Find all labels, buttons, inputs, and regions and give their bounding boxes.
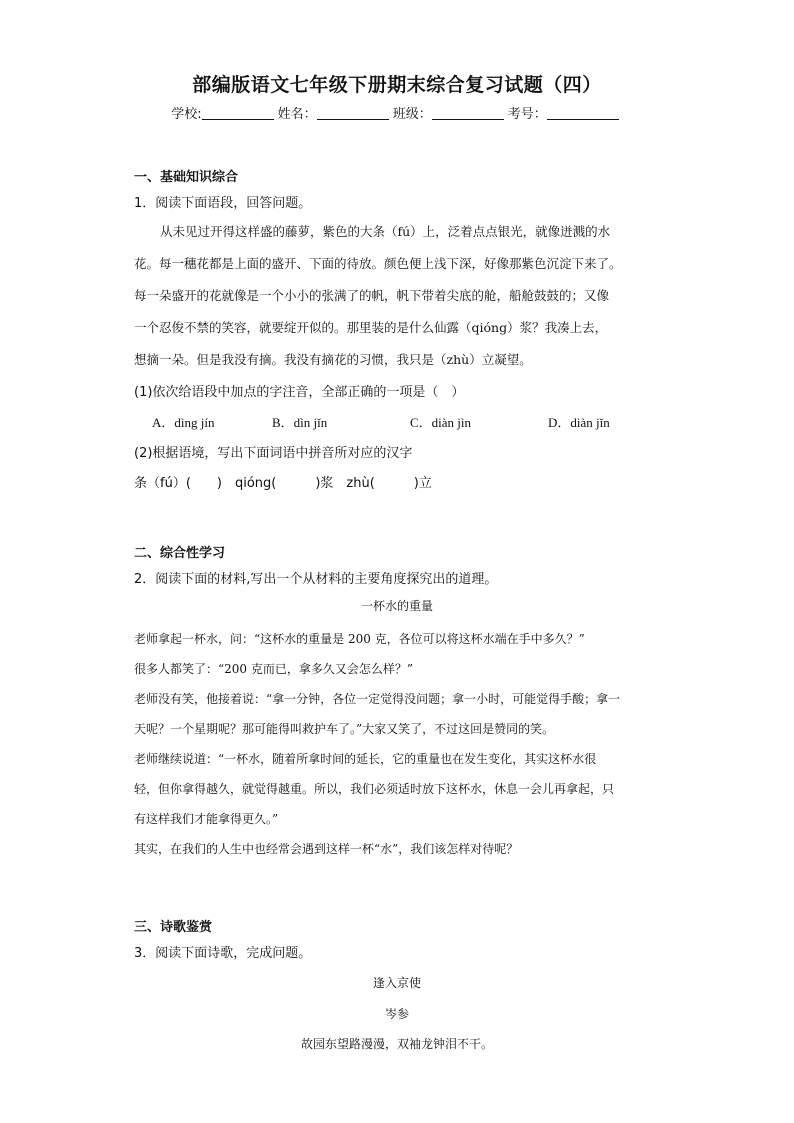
material-line: 老师没有笑，他接着说：“拿一分钟，各位一定觉得没问题；拿一小时，可能觉得手酸；拿一 [134, 692, 621, 706]
class-label: 班级： [392, 107, 432, 122]
name-blank[interactable] [317, 106, 389, 120]
passage-line: 从未见过开得这样盛的藤萝，紫色的大条（fú）上，泛着点点银光，就像迸溅的水 [160, 224, 611, 239]
option-d[interactable]: D．diàn jǐn [548, 415, 610, 430]
school-label: 学校: [171, 107, 202, 122]
material-line: 老师继续说道：“一杯水，随着所拿时间的延长，它的重量也在发生变化，其实这杯水很 [134, 752, 597, 766]
name-label: 姓名： [277, 107, 317, 122]
passage-line: 每一朵盛开的花就像是一个小小的张满了的帆，帆下带着尖底的舱，船舱鼓鼓的；又像 [134, 288, 610, 303]
poem-author: 岑参 [384, 1007, 409, 1021]
fill-in-blanks[interactable]: 条（fú）( ) qióng( )浆 zhù( )立 [134, 476, 432, 491]
question-1-prompt: 1．阅读下面语段，回答问题。 [134, 196, 312, 211]
class-blank[interactable] [432, 106, 504, 120]
passage-line: 花。每一穗花都是上面的盛开、下面的待放。颜色便上浅下深，好像那紫色沉淀下来了。 [134, 256, 622, 271]
section-heading-2: 二、综合性学习 [134, 546, 226, 561]
question-3-prompt: 3．阅读下面诗歌，完成问题。 [134, 946, 312, 961]
subquestion-1: (1)依次给语段中加点的字注音，全部正确的一项是（ ） [134, 385, 465, 400]
subquestion-2: (2)根据语境，写出下面词语中拼音所对应的汉字 [134, 446, 413, 461]
option-b[interactable]: B．dìn jǐn [272, 415, 328, 430]
material-line: 天呢？一个星期呢？那可能得叫救护车了。”大家又笑了，不过这回是赞同的笑。 [134, 722, 555, 736]
section-heading-1: 一、基础知识综合 [134, 170, 239, 185]
school-blank[interactable] [202, 106, 274, 120]
section-heading-3: 三、诗歌鉴赏 [134, 920, 213, 935]
option-c[interactable]: C．diàn jìn [410, 415, 472, 430]
passage-line: 一个忍俊不禁的笑容，就要绽开似的。那里装的是什么仙露（qióng）浆？我凑上去， [134, 320, 608, 335]
material-line: 老师拿起一杯水，问：“这杯水的重量是 200 克，各位可以将这杯水端在手中多久？” [134, 632, 585, 646]
material-line: 轻，但你拿得越久，就觉得越重。所以，我们必须适时放下这杯水，休息一会儿再拿起，只 [134, 782, 615, 796]
material-title: 一杯水的重量 [360, 599, 433, 613]
material-line: 其实，在我们的人生中也经常会遇到这样一杯“水”，我们该怎样对待呢？ [134, 842, 519, 856]
page-title: 部编版语文七年级下册期末综合复习试题（四） [192, 74, 602, 96]
material-line: 很多人都笑了：“200 克而已，拿多久又会怎么样？” [134, 662, 413, 676]
poem-title: 逢入京使 [372, 976, 421, 990]
passage-line: 想摘一朵。但是我没有摘。我没有摘花的习惯，我只是（zhù）立凝望。 [134, 352, 532, 367]
question-2-prompt: 2．阅读下面的材料,写出一个从材料的主要角度探究出的道理。 [134, 572, 498, 587]
poem-line: 故园东望路漫漫，双袖龙钟泪不干。 [300, 1037, 493, 1051]
exam-number-blank[interactable] [547, 106, 619, 120]
material-line: 有这样我们才能拿得更久。” [134, 812, 279, 826]
option-a[interactable]: A．dìng jín [152, 415, 215, 430]
exam-number-label: 考号： [507, 107, 547, 122]
student-info-line [0, 103, 794, 122]
material-text [134, 624, 662, 864]
reading-passage [134, 216, 662, 376]
